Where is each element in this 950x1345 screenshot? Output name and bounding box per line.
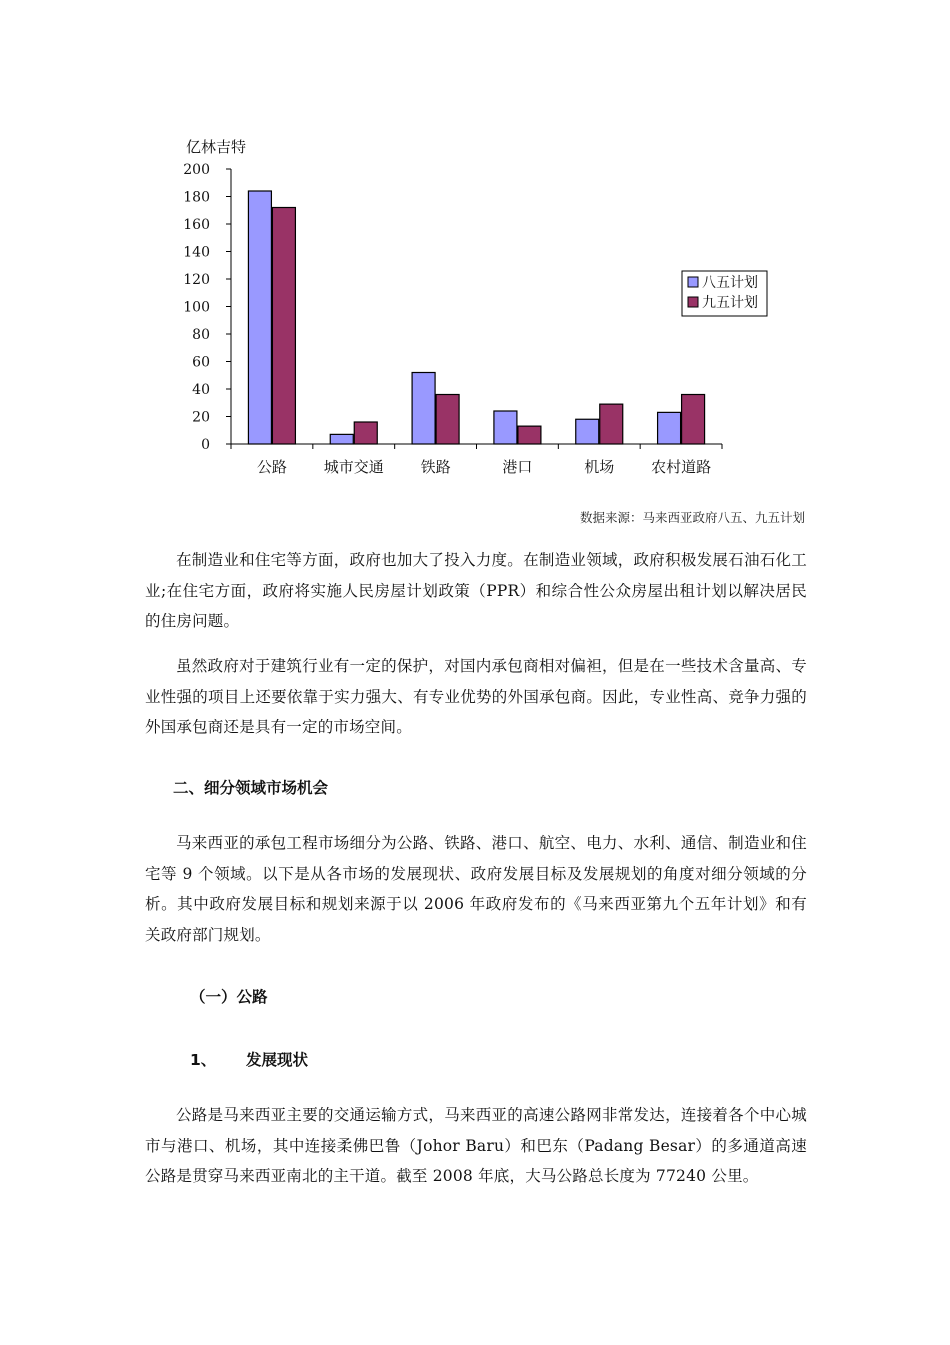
heading-text: 发展现状 [246, 1051, 309, 1069]
y-tick-label: 180 [183, 189, 210, 206]
subsection-heading-highway: （一）公路 [190, 988, 268, 1006]
bar-2 [682, 395, 705, 445]
bar-2 [272, 208, 295, 445]
bar-1 [494, 411, 517, 444]
heading-number: 1、 [190, 1051, 217, 1069]
bar-2 [436, 395, 459, 445]
x-tick-label: 农村道路 [651, 458, 712, 476]
x-tick-label: 铁路 [420, 458, 451, 476]
bar-1 [412, 373, 435, 445]
y-tick-label: 80 [192, 327, 210, 343]
y-tick-label: 0 [201, 437, 210, 453]
subsubsection-heading-status [190, 1048, 308, 1070]
paragraph-highway-status: 公路是马来西亚主要的交通运输方式，马来西亚的高速公路网非常发达，连接着各个中心城市与港口、机场，其中连接柔佛巴鲁（Johor Baru）和巴东（Padang Besar）的多通道高速公路是贯穿马来西亚南北的主干道。截至 2008 年底，大马公路总长度为 77240 公里。 [145, 1106, 807, 1185]
legend-label: 九五计划 [702, 295, 758, 311]
y-tick-label: 200 [183, 162, 210, 178]
data-source-note: 数据来源：马来西亚政府八五、九五计划 [579, 510, 805, 525]
section-heading-market-opportunities: 二、细分领域市场机会 [173, 779, 329, 797]
legend-label: 八五计划 [702, 275, 758, 291]
paragraph-market-segments: 马来西亚的承包工程市场细分为公路、铁路、港口、航空、电力、水利、通信、制造业和住宅等 9 个领域。以下是从各市场的发展现状、政府发展目标及发展规划的角度对细分领域的分析。其中政府发展目标和规划来源于以 2006 年政府发布的《马来西亚第九个五年计划》和有关政府部门规划。 [145, 834, 807, 944]
legend-swatch [688, 277, 698, 287]
y-tick-label: 140 [183, 244, 210, 261]
x-tick-label: 城市交通 [323, 458, 384, 476]
bar-2 [518, 426, 541, 444]
y-axis-label: 亿林吉特 [186, 138, 247, 156]
y-tick-label: 160 [183, 217, 210, 233]
y-tick-label: 60 [192, 354, 210, 371]
bar-2 [600, 404, 623, 444]
paragraph-investment: 在制造业和住宅等方面，政府也加大了投入力度。在制造业领域，政府积极发展石油石化工业;在住宅方面，政府将实施人民房屋计划政策（PPR）和综合性公众房屋出租计划以解决居民的住房问题。 [145, 551, 807, 630]
bar-2 [354, 422, 377, 444]
y-tick-label: 120 [183, 272, 210, 288]
x-tick-label: 港口 [502, 458, 533, 476]
bar-1 [330, 434, 353, 444]
y-tick-label: 40 [192, 382, 210, 398]
bar-1 [248, 191, 271, 444]
y-tick-label: 20 [192, 409, 210, 426]
x-tick-label: 公路 [256, 458, 287, 476]
x-tick-label: 机场 [584, 458, 615, 476]
paragraph-foreign-contractors: 虽然政府对于建筑行业有一定的保护，对国内承包商相对偏袒，但是在一些技术含量高、专业性强的项目上还要依靠于实力强大、有专业优势的外国承包商。因此，专业性高、竞争力强的外国承包商还是具有一定的市场空间。 [145, 657, 807, 736]
bar-1 [576, 419, 599, 444]
legend-swatch [688, 297, 698, 307]
y-tick-label: 100 [183, 299, 210, 316]
bar-chart [0, 0, 950, 500]
bar-1 [658, 412, 681, 444]
